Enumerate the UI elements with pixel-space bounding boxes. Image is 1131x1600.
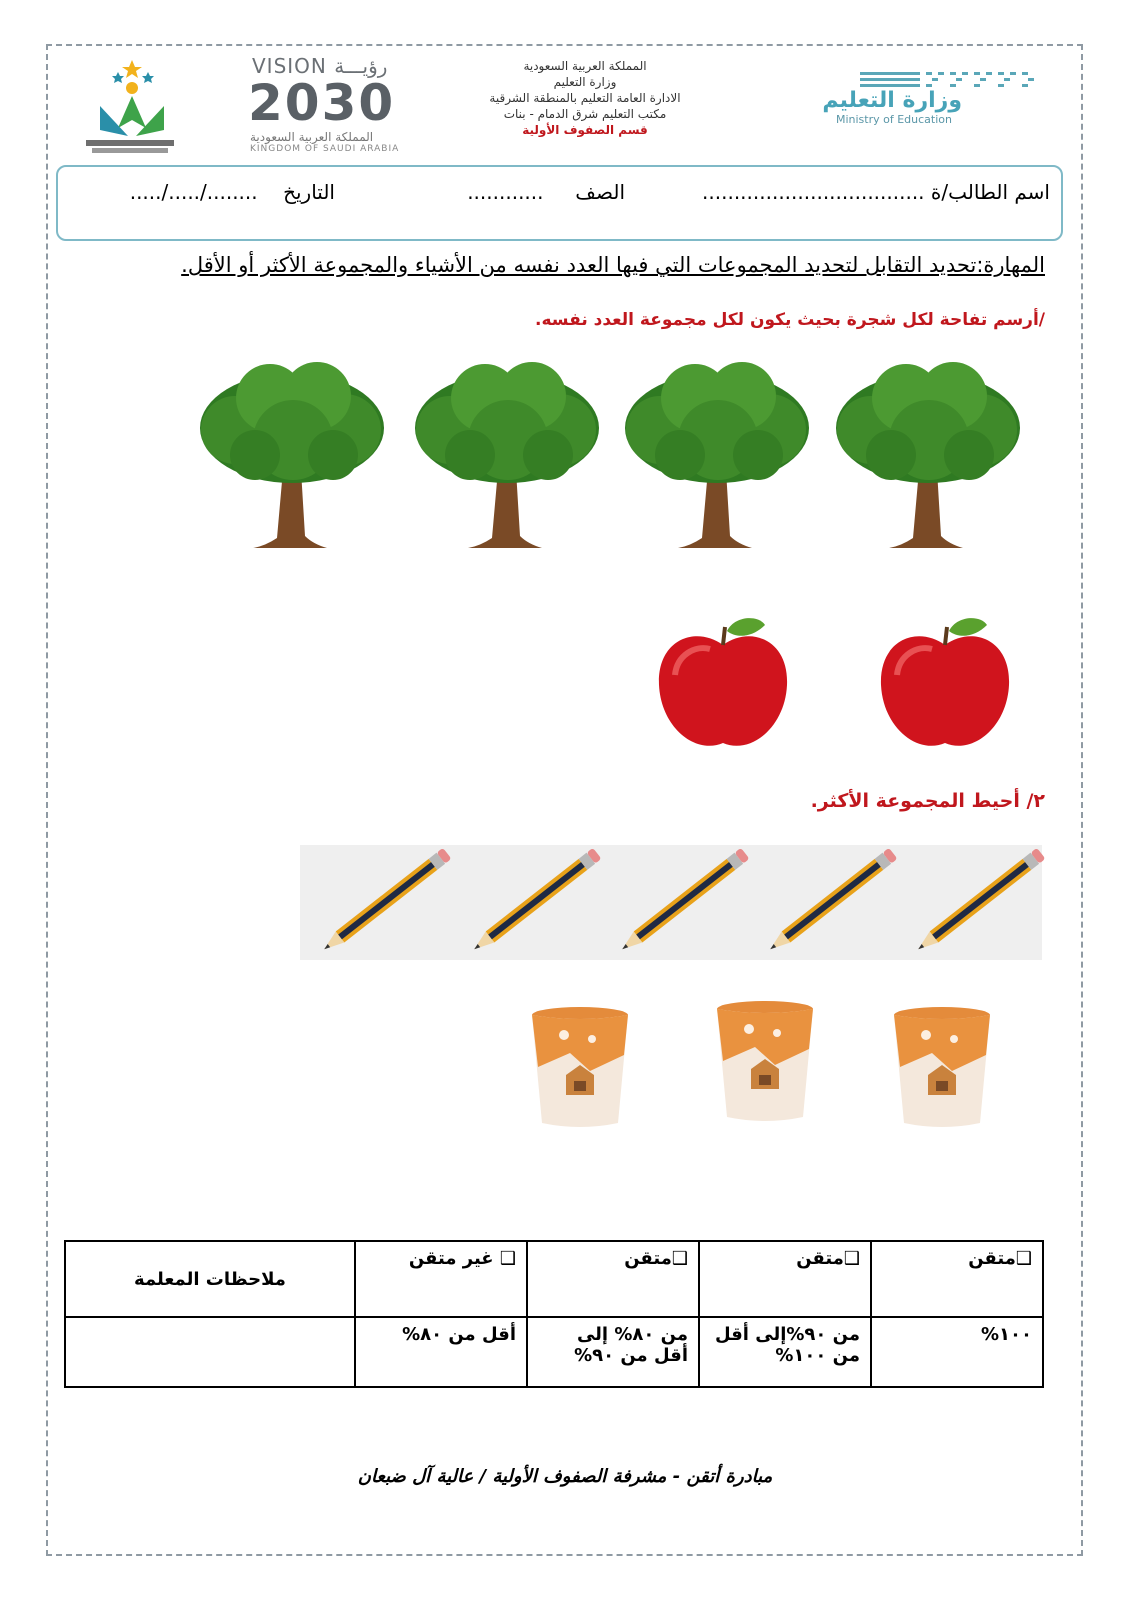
tree-4 (836, 362, 1020, 548)
evaluation-header-row (65, 1241, 1043, 1317)
ministry-line: وزارة التعليم (553, 75, 617, 89)
vision-logo-ksa-ar: المملكة العربية السعودية (250, 130, 374, 144)
evaluation-table (64, 1240, 1044, 1388)
vision-logo-ksa-en: KINGDOM OF SAUDI ARABIA (250, 144, 400, 154)
teacher-notes-header: ملاحظات المعلمة (65, 1241, 355, 1317)
date-field[interactable] (130, 180, 335, 204)
question-2: ٢/ أحيط المجموعة الأكثر. (810, 790, 1045, 812)
vision-logo-word: VISION رؤيـــة (252, 54, 388, 78)
cup-2 (717, 1001, 813, 1121)
header-text-block (440, 58, 730, 138)
tree-3 (625, 362, 809, 548)
skill-statement: المهارة:تحديد التقابل لتحديد المجموعات التي فيها العدد نفسه من الأشياء والمجموعة الأكثر أو الأقل. (181, 253, 1045, 277)
cups-group[interactable] (530, 1005, 1000, 1135)
student-name-blank[interactable]: ................................... (702, 180, 925, 204)
footer-credit: مبادرة أتقن - مشرفة الصفوف الأولية / عالية آل ضبعان (357, 1466, 773, 1487)
evaluation-levels-row (65, 1317, 1043, 1387)
teacher-notes-cell[interactable] (65, 1317, 355, 1387)
class-label: الصف (575, 180, 625, 204)
apple-1 (659, 618, 787, 746)
directorate-line: الادارة العامة التعليم بالمنطقة الشرقية (489, 91, 681, 105)
pencils-group[interactable] (300, 845, 1042, 960)
question-1: /أرسم تفاحة لكل شجرة بحيث يكون لكل مجموعة العدد نفسه. (535, 310, 1045, 330)
eval-level-80: من ٨٠% إلى أقل من ٩٠% (527, 1317, 699, 1387)
class-blank[interactable]: ............ (467, 180, 544, 204)
kingdom-line: المملكة العربية السعودية (523, 59, 647, 73)
apple-2 (881, 618, 1009, 746)
moe-logo-ar: وزارة التعليم (822, 88, 962, 113)
eval-option-not-mastered[interactable]: ❑ غير متقن (355, 1241, 527, 1317)
eval-option-mastered-100[interactable]: ❑متقن (871, 1241, 1043, 1317)
office-line: مكتب التعليم شرق الدمام - بنات (503, 107, 667, 121)
student-name-label: اسم الطالب/ة (930, 180, 1050, 204)
eval-level-90: من ٩٠%إلى أقل من ١٠٠% (699, 1317, 871, 1387)
cup-1 (532, 1007, 628, 1127)
department-line: قسم الصفوف الأولية (522, 123, 648, 137)
moe-logo-en: Ministry of Education (835, 113, 952, 126)
eval-level-below-80: أقل من ٨٠% (355, 1317, 527, 1387)
apples-group[interactable] (655, 615, 1025, 755)
class-field[interactable] (467, 180, 625, 204)
cup-3 (894, 1007, 990, 1127)
date-label: التاريخ (283, 180, 335, 204)
initiative-logo (80, 58, 175, 158)
trees-group[interactable] (195, 360, 1035, 555)
moe-logo-pattern (860, 70, 1040, 90)
eval-level-100: ١٠٠% (871, 1317, 1043, 1387)
tree-2 (415, 362, 599, 548)
student-name-field[interactable] (702, 180, 1050, 204)
tree-1 (200, 362, 384, 548)
eval-option-mastered-80[interactable]: ❑متقن (527, 1241, 699, 1317)
vision-logo-year: 2030 (248, 74, 396, 132)
eval-option-mastered-90[interactable]: ❑متقن (699, 1241, 871, 1317)
date-blank[interactable]: ...../...../........ (129, 180, 258, 204)
